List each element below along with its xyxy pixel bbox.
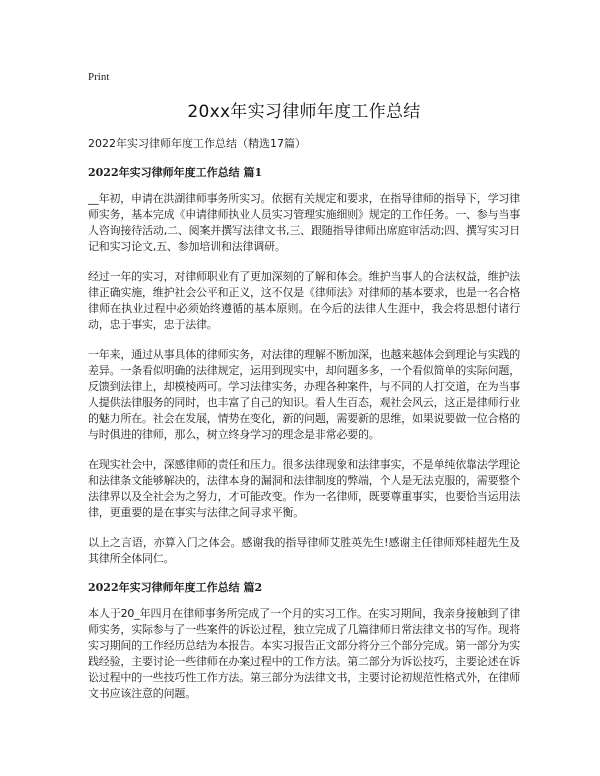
section-heading-2: 2022年实习律师年度工作总结 篇2: [88, 581, 263, 594]
section-1-paragraph-4: 在现实社会中，深感律师的责任和压力。很多法律现象和法律事实，不是单纯依靠法学理论和法律条文能够解决的，法律本身的漏洞和法律制度的弊端，个人是无法克服的，需要整个法律界以及全社会为之努力，才可能改变。作为一名律师，既要尊重事实，也要恰当运用法律，更重要的是在事实与法律之间寻求平衡。: [88, 458, 520, 519]
document-title: 20xx年实习律师年度工作总结: [187, 102, 421, 122]
section-1-paragraph-5: 以上之言语，亦算入门之体会。感谢我的指导律师艾胜英先生!感谢主任律师郑桂超先生及其律所全体同仁。: [88, 536, 520, 565]
section-1-paragraph-3: 一年来，通过从事具体的律师实务，对法律的理解不断加深，也越来越体会到理论与实践的差异。一条看似明确的法律规定，运用到现实中，却问题多多，一个看似简单的实际问题，反馈到法律上，却模棱两可。学习法律实务，办理各种案件，与不同的人打交道，在为当事人提供法律服务的同时，也丰富了自己的知识。看人生百态，观社会风云，这正是律师行业的魅力所在。社会在发展，情势在变化，新的问题，需要新的思维，如果说要做一位合格的与时俱进的律师，那么，树立终身学习的理念是非常必要的。: [88, 348, 520, 441]
section-2-paragraph-1: 本人于20_年四月在律师事务所完成了一个月的实习工作。在实习期间，我亲身接触到了律师实务，实际参与了一些案件的诉讼过程，独立完成了几篇律师日常法律文书的写作。现将实习期间的工作经历总结为本报告。本实习报告正文部分将分三个部分完成。第一部分为实践经验，主要讨论一些律师在办案过程中的工作方法。第二部分为诉讼技巧，主要论述在诉讼过程中的一些技巧性工作方法。第三部分为法律文书，主要讨论初规范性格式外，在律师文书应该注意的问题。: [88, 607, 520, 700]
document-subtitle: 2022年实习律师年度工作总结（精选17篇）: [88, 137, 306, 150]
section-1-paragraph-2: 经过一年的实习，对律师职业有了更加深刻的了解和体会。维护当事人的合法权益，维护法律正确实施，维护社会公平和正义，这不仅是《律师法》对律师的基本要求，也是一名合格律师在执业过程中必须始终遵循的基本原则。在今后的法律人生涯中，我会将思想付诸行动，忠于事实，忠于法律。: [88, 270, 520, 331]
section-heading-1: 2022年实习律师年度工作总结 篇1: [88, 166, 263, 179]
section-1-paragraph-1: __年初，申请在洪湖律师事务所实习。依据有关规定和要求，在指导律师的指导下，学习律师实务，基本完成《申请律师执业人员实习管理实施细则》规定的工作任务。一、参与当事人咨询接待活动,二、阅案并撰写法律文书,三、跟随指导律师出席庭审活动;四、撰写实习日记和实习论文,五、参加培训和法律调研。: [88, 192, 520, 253]
document-page: [88, 60, 520, 702]
print-label: Print: [88, 71, 110, 83]
